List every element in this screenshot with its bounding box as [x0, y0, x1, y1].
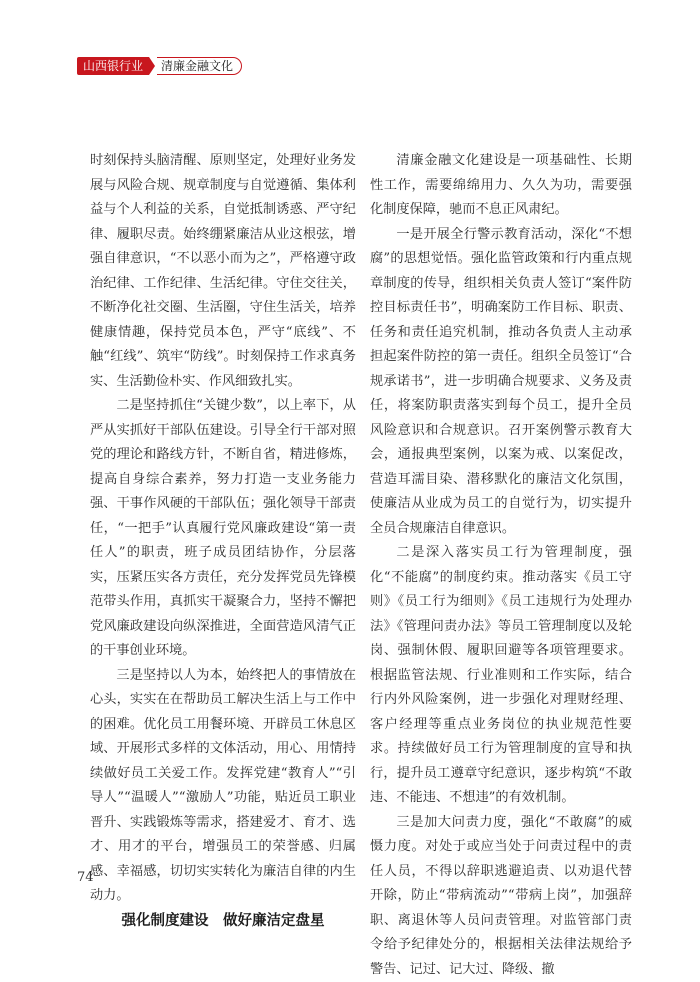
section-header — [77, 57, 242, 75]
column-title: 清廉金融文化 — [157, 57, 242, 75]
paragraph: 三是坚持以人为本，始终把人的事情放在心头，实实在在帮助员工解决生活上与工作中的困难。优化员工用餐环境、开辟员工休息区域、开展形式多样的文体活动，用心、用情持续做好员工关爱工作。发挥党建“教育人”“引导人”“温暖人”“激励人”功能，贴近员工职业晋升、实践锻炼等需求，搭建爱才、育才、选才、用才的平台，增强员工的荣誉感、归属感、幸福感，切切实实转化为廉洁自律的内生动力。 — [90, 664, 356, 909]
section-heading: 强化制度建设 做好廉洁定盘星 — [90, 909, 356, 934]
paragraph: 三是加大问责力度，强化“不敢腐”的威慑力度。对处于或应当处于问责过程中的责任人员，不得以辞职逃避追责、以劝退代替开除，防止“带病流动”“带病上岗”，加强辞职、离退休等人员问责管理。对监管部门责令给予纪律处分的，根据相关法律法规给予警告、记过、记大过、降级、撤 — [370, 811, 632, 982]
header-arrow-icon — [149, 57, 155, 75]
page-number: 74 — [77, 870, 94, 885]
paragraph: 二是坚持抓住“关键少数”，以上率下，从严从实抓好干部队伍建设。引导全行干部对照党的理论和路线方针，不断自省，精进修炼，提高自身综合素养，努力打造一支业务能力强、干事作风硬的干部队伍；强化领导干部责任，“一把手”认真履行党风廉政建设“第一责任人”的职责，班子成员团结协作，分层落实，压紧压实各方责任，充分发挥党员先锋模范带头作用，真抓实干凝聚合力，坚持不懈把党风廉政建设向纵深推进，全面营造风清气正的干事创业环境。 — [90, 394, 356, 664]
right-column — [370, 149, 632, 982]
section-label: 山西银行业 — [77, 57, 149, 75]
paragraph: 一是开展全行警示教育活动，深化“不想腐”的思想觉悟。强化监管政策和行内重点规章制度的传导，组织相关负责人签订“案件防控目标责任书”，明确案防工作目标、职责、任务和责任追究机制，推动各负责人主动承担起案件防控的第一责任。组织全员签订“合规承诺书”，进一步明确合规要求、义务及责任，将案防职责落实到每个员工，提升全员风险意识和合规意识。召开案例警示教育大会，通报典型案例，以案为戒、以案促改，营造耳濡目染、潜移默化的廉洁文化氛围，使廉洁从业成为员工的自觉行为，切实提升全员合规廉洁自律意识。 — [370, 223, 632, 542]
paragraph: 二是深入落实员工行为管理制度，强化“不能腐”的制度约束。推动落实《员工守则》《员工行为细则》《员工违规行为处理办法》《管理问责办法》等员工管理制度以及轮岗、强制休假、履职回避等各项管理要求。根据监管法规、行业准则和工作实际，结合行内外风险案例，进一步强化对理财经理、客户经理等重点业务岗位的执业规范性要求。持续做好员工行为管理制度的宣导和执行，提升员工遵章守纪意识，逐步构筑“不敢违、不能违、不想违”的有效机制。 — [370, 541, 632, 811]
left-column — [90, 149, 356, 933]
paragraph: 清廉金融文化建设是一项基础性、长期性工作，需要绵绵用力、久久为功，需要强化制度保障，驰而不息正风肃纪。 — [370, 149, 632, 223]
paragraph: 时刻保持头脑清醒、原则坚定，处理好业务发展与风险合规、规章制度与自觉遵循、集体利益与个人利益的关系，自觉抵制诱惑、严守纪律、履职尽责。始终绷紧廉洁从业这根弦，增强自律意识，“不以恶小而为之”，严格遵守政治纪律、工作纪律、生活纪律。守住交往关，不断净化社交圈、生活圈，守住生活关，培养健康情趣，保持党员本色，严守“底线”、不触“红线”、筑牢“防线”。时刻保持工作求真务实、生活勤俭朴实、作风细致扎实。 — [90, 149, 356, 394]
